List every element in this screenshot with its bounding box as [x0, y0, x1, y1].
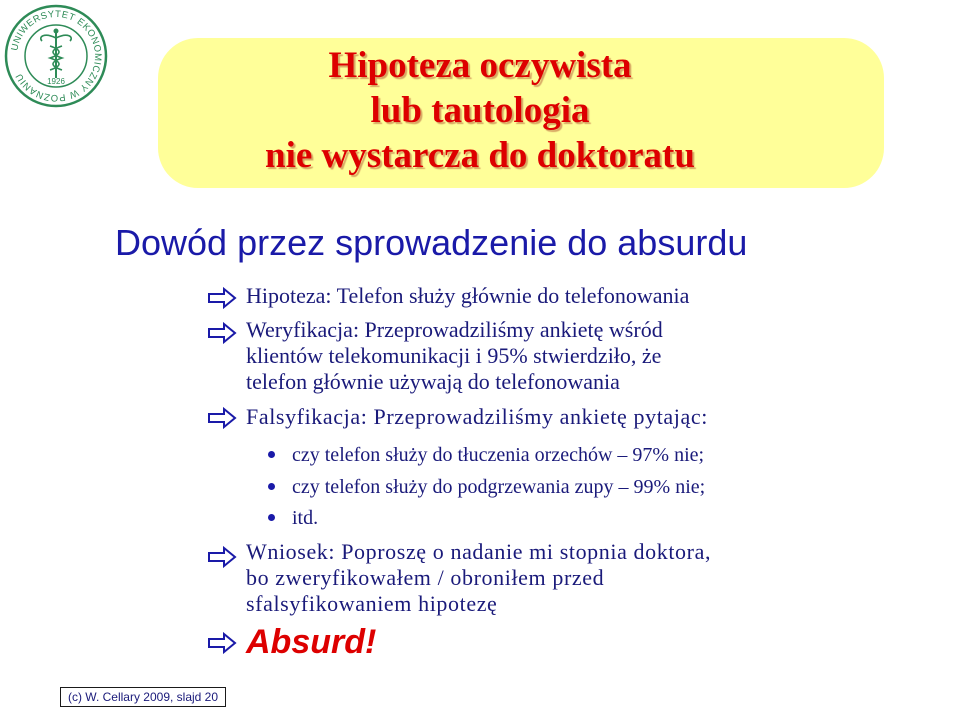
- bullet-verification-text: [246, 317, 663, 395]
- bullet-conclusion-line-2: bo zweryfikowałem / obroniłem przed: [246, 565, 605, 590]
- bullet-falsification-line: Falsyfikacja: Przeprowadziliśmy ankietę pytając:: [246, 404, 708, 429]
- filled-dot-icon: [268, 451, 275, 458]
- bullet-conclusion-text: [246, 539, 711, 617]
- title-line-3: nie wystarcza do doktoratu: [265, 135, 695, 176]
- hollow-right-arrow-icon: [207, 322, 237, 344]
- filled-dot-icon: [268, 483, 275, 490]
- sub-bullet-nuts-text: czy telefon służy do tłuczenia orzechów – 97% nie;: [292, 444, 705, 466]
- hollow-right-arrow-icon: [207, 546, 237, 568]
- bullet-verification-line-3: telefon głównie używają do telefonowania: [246, 369, 620, 394]
- hollow-right-arrow-icon: [207, 287, 237, 309]
- sub-bullet-soup-text: czy telefon służy do podgrzewania zupy – 99% nie;: [292, 476, 706, 498]
- slide-footer: (c) W. Cellary 2009, slajd 20: [60, 687, 226, 707]
- hollow-right-arrow-icon: [207, 407, 237, 429]
- bullet-verification-line-2: klientów telekomunikacji i 95% stwierdziło, że: [246, 343, 662, 368]
- filled-dot-icon: [268, 514, 275, 521]
- seal-year: 1926: [47, 77, 65, 86]
- bullet-hypothesis-line: Hipoteza: Telefon służy głównie do telefonowania: [246, 283, 690, 308]
- title-line-2: lub tautologia: [370, 90, 590, 131]
- slide-subtitle: Dowód przez sprowadzenie do absurdu: [115, 222, 748, 263]
- sub-bullet-etc-text: itd.: [292, 507, 319, 529]
- bullet-conclusion-line-3: sfalsyfikowaniem hipotezę: [246, 591, 498, 616]
- title-line-1: Hipoteza oczywista: [328, 45, 632, 86]
- bullet-conclusion-line-1: Wniosek: Poproszę o nadanie mi stopnia doktora,: [246, 539, 712, 564]
- absurd-conclusion: Absurd!: [246, 623, 377, 661]
- bullet-hypothesis-text: [246, 283, 689, 309]
- seal-ring-text: UNIWERSYTET EKONOMICZNY W POZNANIU: [9, 8, 104, 104]
- bullet-falsification-text: [246, 404, 708, 430]
- bullet-verification-line-1: Weryfikacja: Przeprowadziliśmy ankietę wśród: [246, 317, 663, 342]
- hollow-right-arrow-icon: [207, 632, 237, 654]
